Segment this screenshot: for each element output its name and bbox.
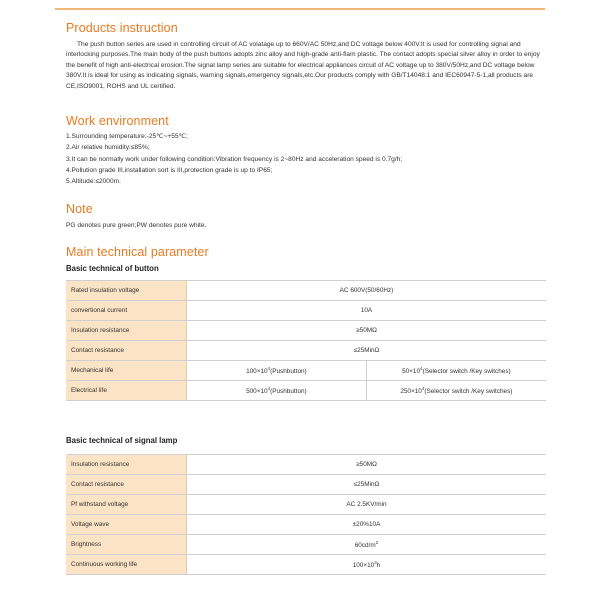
row-label: Mechanical life <box>66 360 187 380</box>
table-row <box>66 534 546 554</box>
table-row <box>66 454 546 474</box>
lamp-table-title: Basic technical of signal lamp <box>66 435 178 445</box>
mechanical-pushbutton-value: $100\times 10^4(Pushbutton)$ <box>187 360 367 380</box>
working-life-value: $100\times 10^3h$ <box>187 554 547 574</box>
row-label: Electrical life <box>66 380 187 400</box>
document-body <box>66 18 544 575</box>
lamp-spec-table <box>66 454 546 575</box>
row-value: ±20%10A <box>187 514 547 534</box>
row-label: Brightness <box>66 534 187 554</box>
table-row <box>66 380 546 400</box>
table-row <box>66 554 546 574</box>
table-row <box>66 360 546 380</box>
top-divider <box>55 8 545 10</box>
electrical-pushbutton-value: $500\times 10^4(Pushbutton)$ <box>187 380 367 400</box>
row-label: Contact resistance <box>66 474 187 494</box>
row-label: Rated insulation voltage <box>66 280 187 300</box>
electrical-selector-value: $250\times 10^4(Selector$ switch /Key switches) <box>366 380 546 400</box>
button-spec-table <box>66 280 546 401</box>
row-label: convertional current <box>66 300 187 320</box>
table-row <box>66 494 546 514</box>
row-value: AC 600V(50/60Hz) <box>187 280 547 300</box>
note-text: PG denotes pure green;PW denotes pure white. <box>66 221 207 229</box>
row-label: Voltage wave <box>66 514 187 534</box>
environment-title: Work environment <box>66 114 169 129</box>
environment-item: 3.It can be normally work under following condition:Vibration frequency is 2~80Hz and acceleration speed is 0.7g/h; <box>66 155 403 163</box>
row-value: 10A <box>187 300 547 320</box>
table-row <box>66 300 546 320</box>
row-label: Insulation resistance <box>66 320 187 340</box>
note-title: Note <box>66 201 93 216</box>
products-title: Products instruction <box>66 21 178 35</box>
environment-item: 2.Air relative humidity:≤85%; <box>66 144 150 152</box>
row-value: ≤25MinΩ <box>187 474 547 494</box>
mechanical-selector-value: $50\times 10^4(Selector$ switch /Key switches) <box>366 360 546 380</box>
row-value: ≥50MΩ <box>187 454 547 474</box>
row-label: Insulation resistance <box>66 454 187 474</box>
products-body: The push button series are used in controlling circuit of AC volatage up to 660V/AC 50Hz,and DC voltage below 400V.It is used for controlling signal and interlocking purposes.The main body of the push buttons adopts zinc alloy and high-grade anti-flam plastic. The contact adopts special silver alloy in order to enjoy the benefit of high anti-electrical erosion.The signal lamp series are suitable for electrical appliances circuit of AC voltage up to 380V/50Hz,and DC voltage below 380V.It is ideal for using as indicating signals, warning signals,emergency signals,etc.Our products comply with GB/T14048.1 and IEC60947-5-1,all products are CE,ISO9001, ROHS and UL certified. <box>66 41 540 90</box>
environment-item: 4.Pollution grade III,installation sort is III,protection grade is up to IP65; <box>66 166 273 174</box>
table-row <box>66 340 546 360</box>
environment-item: 1.Surrounding temperature:-25℃~+55℃; <box>66 133 188 141</box>
row-label: Contact resistance <box>66 340 187 360</box>
note-text-wrap <box>66 220 544 231</box>
environment-item: 5.Altitude:≤2000m. <box>66 178 121 186</box>
table-row <box>66 514 546 534</box>
row-label: Pf withstand voltage <box>66 494 187 514</box>
brightness-value: $60cd/m^2$ <box>187 534 547 554</box>
table-row <box>66 280 546 300</box>
button-table-title: Basic technical of button <box>66 263 159 273</box>
technical-title: Main technical parameter <box>66 244 209 259</box>
row-value: ≥50MΩ <box>187 320 547 340</box>
environment-list <box>66 131 544 187</box>
row-value: AC 2.5KV/min <box>187 494 547 514</box>
row-value: ≤25MinΩ <box>187 340 547 360</box>
table-row <box>66 474 546 494</box>
table-row <box>66 320 546 340</box>
row-label: Continuous working life <box>66 554 187 574</box>
